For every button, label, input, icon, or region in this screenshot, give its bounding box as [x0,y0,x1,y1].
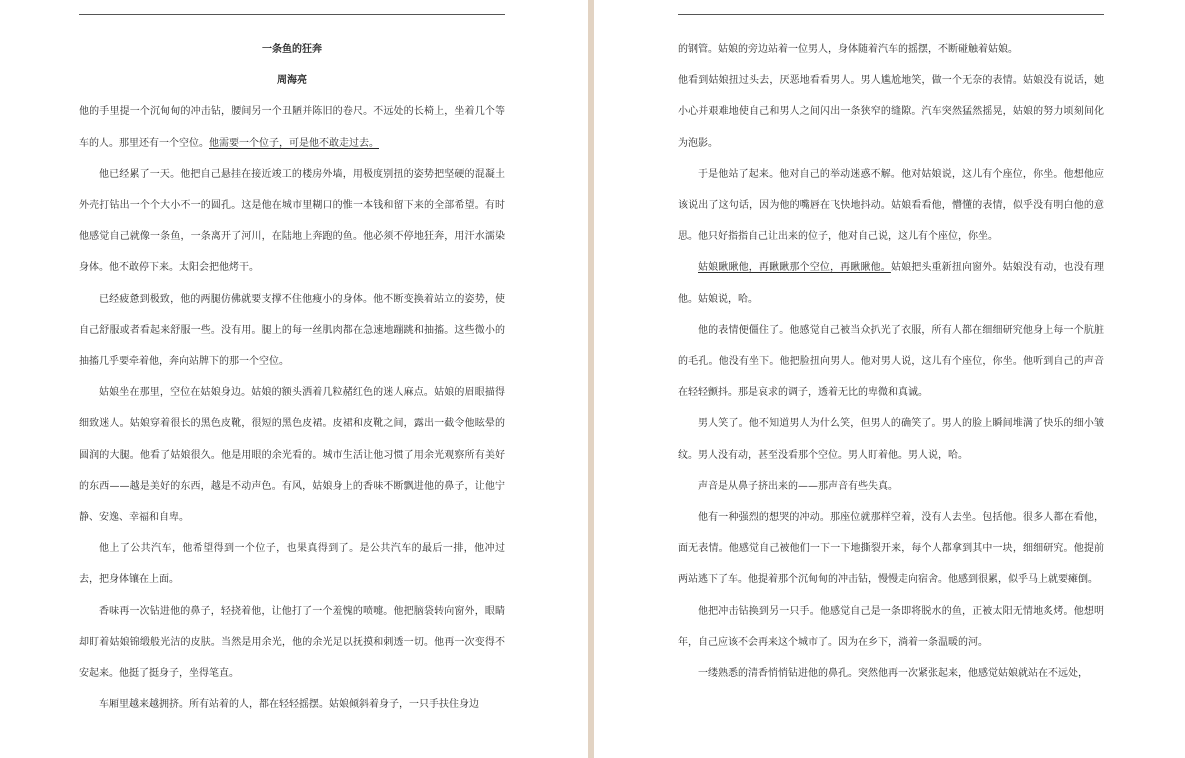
paragraph [79,533,505,595]
right-page-text [678,34,1104,689]
header-rule [678,14,1104,15]
underlined-text: 姑娘瞅瞅他，再瞅瞅那个空位，再瞅瞅他。 [698,262,891,274]
left-page-text [79,34,505,720]
paragraph [678,658,1104,689]
paragraph [678,65,1104,159]
paragraph [678,471,1104,502]
right-page [594,0,1185,758]
header-rule [79,14,505,15]
paragraph [678,315,1104,409]
paragraph-text: 车厢里越来越拥挤。所有站着的人，都在轻轻摇摆。姑娘倾斜着身子，一只手扶住身边 [99,699,479,711]
paragraph-text: 他把冲击钻换到另一只手。他感觉自己是一条即将脱水的鱼，正被太阳无情地炙烤。他想明年，自己应该不会再来这个城市了。因为在乡下，淌着一条温暖的河。 [678,605,1104,648]
paragraph [678,34,1104,65]
paragraph [678,159,1104,253]
paragraph [79,159,505,284]
paragraph [678,502,1104,596]
paragraph-text: 声音是从鼻子挤出来的——那声音有些失真。 [698,480,898,492]
paragraph [678,596,1104,658]
paragraph [79,596,505,690]
paragraph-text: 姑娘把头重新扭向窗外。姑娘没有动，也没有理他。姑娘说，哈。 [678,262,1105,305]
paragraph-text: 他的手里提一个沉甸甸的冲击钻，腰间另一个丑陋并陈旧的卷尺。不远处的长椅上，坐着几个等车的人。那里还有一个空位。 [79,106,505,149]
paragraph-text: 香味再一次钻进他的鼻子，轻挠着他，让他打了一个羞愧的喷嚏。他把脑袋转向窗外，眼睛却盯着姑娘锦缎般光洁的皮肤。当然是用余光，他的余光足以抚摸和刺透一切。他再一次变得不安起来。他挺了挺身子，坐得笔直。 [79,605,505,680]
paragraph-text: 的钢管。姑娘的旁边站着一位男人，身体随着汽车的摇摆，不断碰触着姑娘。 [678,44,1018,55]
left-page-body [79,96,505,720]
paragraph-text: 他上了公共汽车，他希望得到一个位子，也果真得到了。是公共汽车的最后一排，他冲过去，把身体镶在上面。 [79,543,505,586]
story-author: 周海亮 [277,75,307,87]
paragraph [678,252,1104,314]
paragraph-text: 于是他站了起来。他对自己的举动迷惑不解。他对姑娘说，这儿有个座位，你坐。他想他应该说出了这句话，因为他的嘴唇在飞快地抖动。姑娘看看他，懵懂的表情，似乎没有明白他的意思。他只好指指自己让出来的位子，他对自己说，这儿有个座位，你坐。 [678,168,1104,243]
paragraph-text: 已经疲惫到极致，他的两腿仿佛就要支撑不住他瘦小的身体。他不断变换着站立的姿势，使自己舒服或者看起来舒服一些。没有用。腿上的每一丝肌肉都在急速地蹦跳和抽搐。这些微小的抽搐几乎要牵着他，奔向站牌下的那一个空位。 [79,293,505,368]
paragraph [79,689,505,720]
paragraph-text: 他有一种强烈的想哭的冲动。那座位就那样空着，没有人去坐。包括他。很多人都在看他，面无表情。他感觉自己被他们一下一下地撕裂开来，每个人都拿到其中一块，细细研究。他提前两站逃下了车。他提着那个沉甸甸的冲击钻，慢慢走向宿舍。他感到很累，似乎马上就要瘫倒。 [678,512,1104,586]
right-page-body [678,34,1104,689]
paragraph-text: 一缕熟悉的清香悄悄钻进他的鼻孔。突然他再一次紧张起来，他感觉姑娘就站在不远处， [698,668,1088,680]
paragraph [678,408,1104,470]
paragraph-text: 姑娘坐在那里，空位在姑娘身边。姑娘的额头洒着几粒赭红色的迷人麻点。姑娘的眉眼描得细致迷人。姑娘穿着很长的黑色皮靴，很短的黑色皮裙。皮裙和皮靴之间，露出一截令他眩晕的圆润的大腿。他看了姑娘很久。他是用眼的余光看的。城市生活让他习惯了用余光观察所有美好的东西——越是美好的东西，越是不动声色。有风，姑娘身上的香味不断飘进他的鼻子，让他宁静、安逸、幸福和自卑。 [79,387,505,524]
paragraph-text: 他看到姑娘扭过头去，厌恶地看看男人。男人尴尬地笑，做一个无奈的表情。姑娘没有说话，她小心并艰难地使自己和男人之间闪出一条狭窄的缝隙。汽车突然猛然摇晃，姑娘的努力顷刻间化为泡影。 [678,75,1104,149]
paragraph [79,284,505,378]
story-title: 一条鱼的狂奔 [262,44,322,55]
paragraph [79,377,505,533]
paragraph-text: 他已经累了一天。他把自己悬挂在接近竣工的楼房外墙，用极度别扭的姿势把坚硬的混凝土外壳打钻出一个个大小不一的圆孔。这是他在城市里糊口的惟一本钱和留下来的全部希望。有时他感觉自己就像一条鱼，一条离开了河川，在陆地上奔跑的鱼。他必须不停地狂奔，用汗水濡染身体。他不敢停下来。太阳会把他烤干。 [79,168,505,274]
paragraph [79,96,505,158]
paragraph-text: 男人笑了。他不知道男人为什么笑，但男人的确笑了。男人的脸上瞬间堆满了快乐的细小皱纹。男人没有动，甚至没看那个空位。男人盯着他。男人说，哈。 [678,418,1104,461]
left-page [0,0,588,758]
paragraph-text: 他的表情便僵住了。他感觉自己被当众扒光了衣服，所有人都在细细研究他身上每一个肮脏的毛孔。他没有坐下。他把脸扭向男人。他对男人说，这儿有个座位，你坐。他听到自己的声音在轻轻颤抖。那是哀求的调子，透着无比的卑微和真诚。 [678,324,1104,399]
underlined-text: 他需要一个位子，可是他不敢走过去。 [209,137,379,149]
